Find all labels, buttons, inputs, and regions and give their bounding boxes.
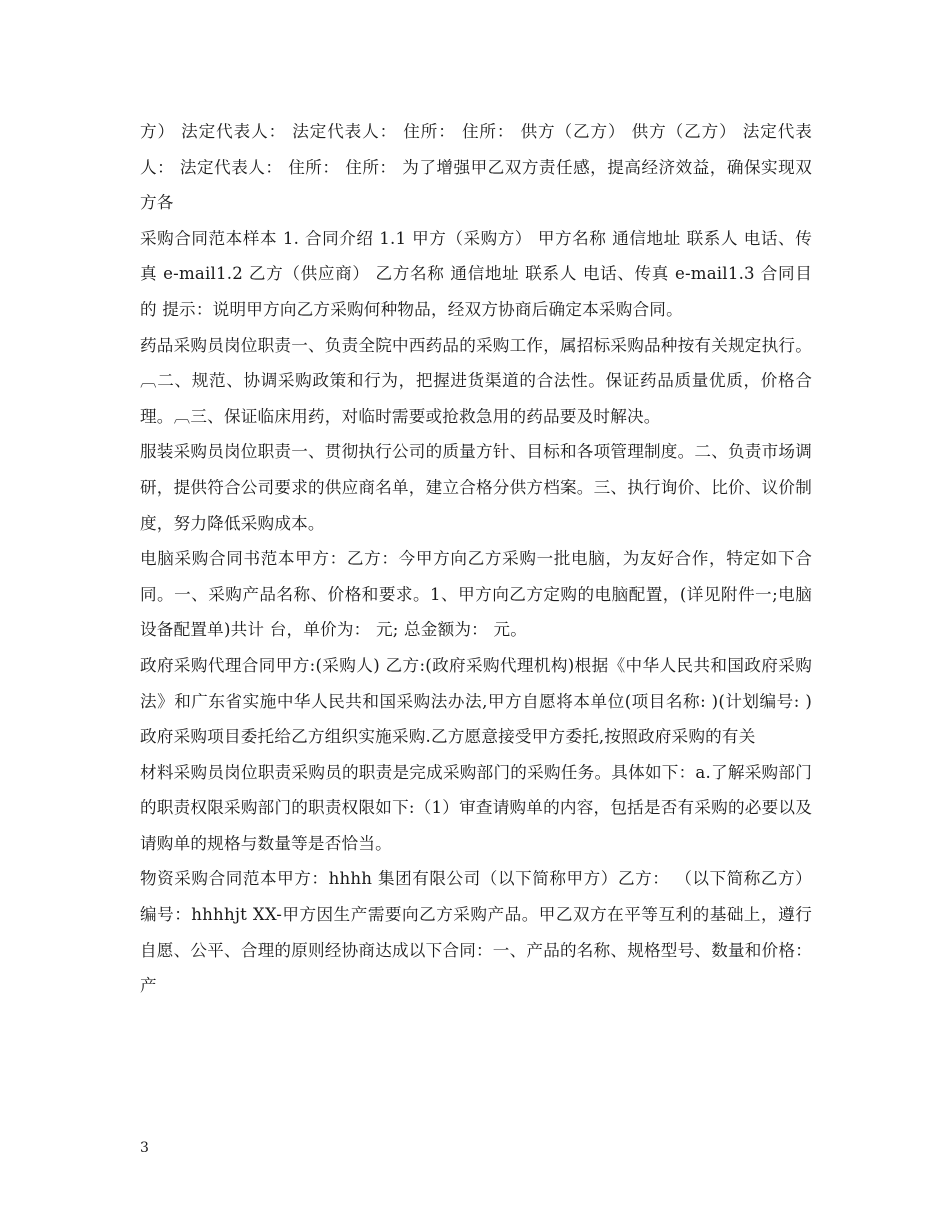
document-body: [140, 114, 812, 1004]
paragraph-government-procurement-agency: 政府采购代理合同甲方:(采购人) 乙方:(政府采购代理机构)根据《中华人民共和国政府采购法》和广东省实施中华人民共和国采购法办法,甲方自愿将本单位(项目名称: )(计划编号: )政府采购项目委托给乙方组织实施采购.乙方愿意接受甲方委托,按照政府采购的有关: [140, 655, 812, 747]
paragraph-materials-purchase-contract: 物资采购合同范本甲方：hhhh 集团有限公司（以下简称甲方）乙方： （以下简称乙方）编号：hhhhjt XX-甲方因生产需要向乙方采购产品。甲乙双方在平等互利的基础上，遵行自愿、公平、合理的原则经协商达成以下合同：一、产品的名称、规格型号、数量和价格：产: [140, 869, 812, 996]
paragraph-apparel-buyer-duties: 服装采购员岗位职责一、贯彻执行公司的质量方针、目标和各项管理制度。二、负责市场调研，提供符合公司要求的供应商名单，建立合格分供方档案。三、执行询价、比价、议价制度，努力降低采购成本。: [140, 442, 812, 533]
paragraph-contract-signatories: 方） 法定代表人： 法定代表人： 住所： 住所： 供方（乙方） 供方（乙方） 法定代表人： 法定代表人： 住所： 住所： 为了增强甲乙双方责任感，提高经济效益，确保实现双方各: [140, 122, 812, 213]
page-number: 3: [140, 1140, 149, 1156]
paragraph-purchase-contract-sample: 采购合同范本样本 1. 合同介绍 1.1 甲方（采购方） 甲方名称 通信地址 联系人 电话、传真 e-mail1.2 乙方（供应商） 乙方名称 通信地址 联系人 电话、传真 e-mail1.3 合同目的 提示：说明甲方向乙方采购何种物品，经双方协商后确定本采购合同。: [140, 228, 812, 319]
paragraph-drug-buyer-duties: 药品采购员岗位职责一、负责全院中西药品的采购工作，属招标采购品种按有关规定执行。︹二、规范、协调采购政策和行为，把握进货渠道的合法性。保证药品质量优质，价格合理。︹三、保证临床用药，对临时需要或抢救急用的药品要及时解决。: [140, 335, 812, 426]
paragraph-computer-purchase-contract: 电脑采购合同书范本甲方：乙方：今甲方向乙方采购一批电脑，为友好合作，特定如下合同。一、采购产品名称、价格和要求。1、甲方向乙方定购的电脑配置，(详见附件一;电脑设备配置单)共计 台，单价为： 元; 总金额为： 元。: [140, 549, 812, 640]
paragraph-material-buyer-duties: 材料采购员岗位职责采购员的职责是完成采购部门的采购任务。具体如下：a.了解采购部门的职责权限采购部门的职责权限如下:（1）审查请购单的内容，包括是否有采购的必要以及请购单的规格与数量等是否恰当。: [140, 762, 812, 853]
